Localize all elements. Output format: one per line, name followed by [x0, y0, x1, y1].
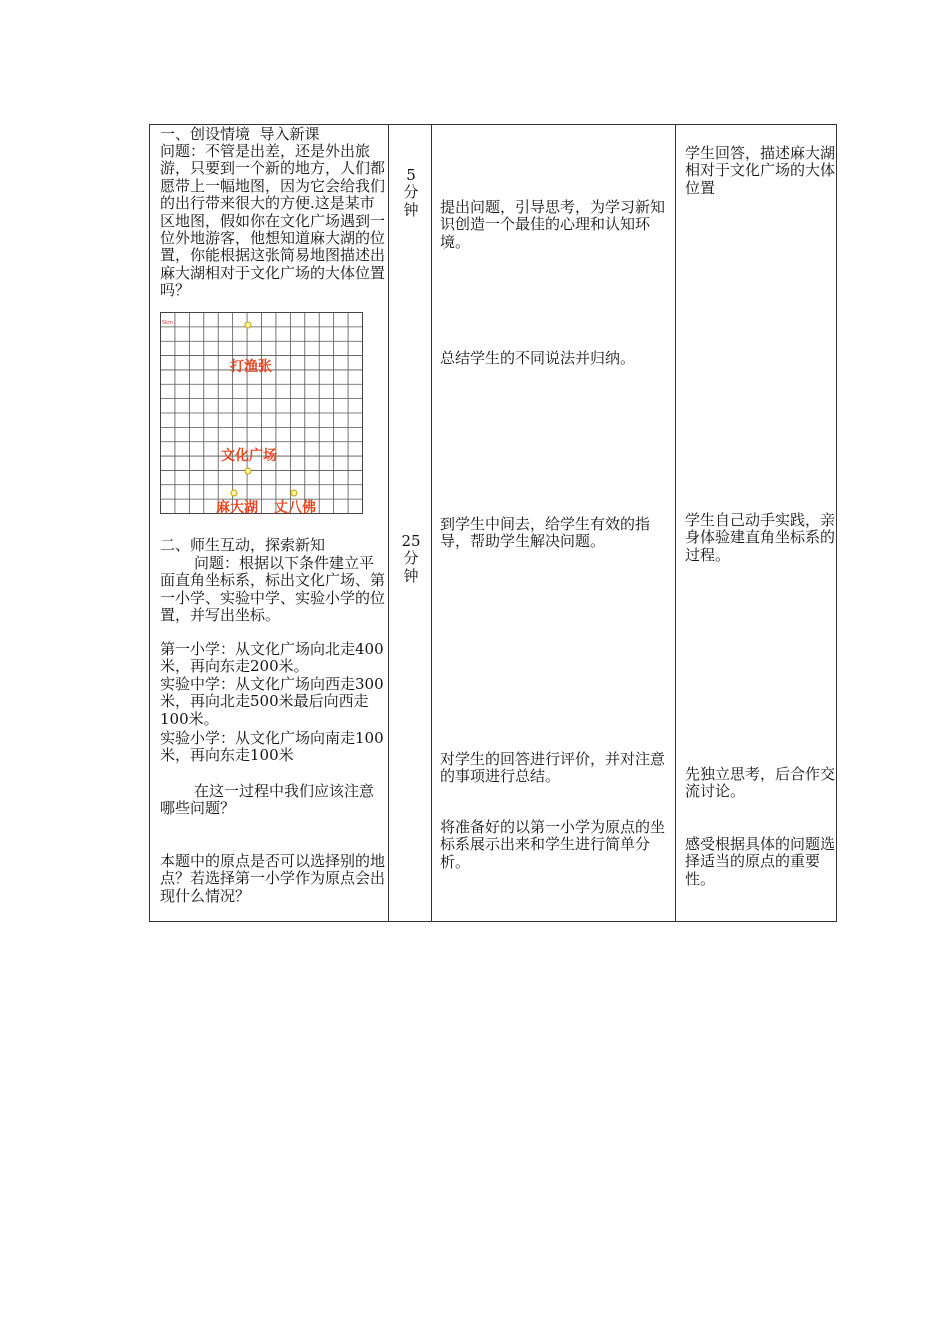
map-label-bottom-right: 丈八佛	[274, 500, 316, 515]
condition-middle-school: 实验中学：从文化广场向西走300米，再向北走500米最后向西走100米。	[160, 675, 384, 728]
teacher-activity-2: 总结学生的不同说法并归纳。	[440, 349, 636, 367]
condition-first-school: 第一小学：从文化广场向北走400米，再向东走200米。	[160, 640, 384, 676]
map-point-center	[245, 468, 251, 474]
student-activity-3: 先独立思考，后合作交流讨论。	[685, 765, 836, 801]
map-point-bottom-left	[231, 490, 237, 496]
lesson-table	[149, 124, 837, 922]
map-point-bottom-right	[291, 490, 297, 496]
teacher-activity-1: 提出问题，引导思考，为学习新知识创造一个最佳的心理和认知环境。	[440, 198, 666, 251]
map-scale-label: 5km	[162, 320, 173, 326]
column-divider	[388, 125, 389, 921]
coordinate-question: 问题：根据以下条件建立平面直角坐标系，标出文化广场、第一小学、实验中学、实验小学的位置，并写出坐标。	[160, 554, 386, 625]
column-divider	[431, 125, 432, 921]
simple-city-map	[160, 312, 364, 515]
time-row-2: 25 分 钟	[401, 532, 421, 585]
attention-question: 在这一过程中我们应该注意哪些问题？	[160, 782, 375, 818]
map-label-center: 文化广场	[221, 448, 277, 464]
teacher-activity-4: 对学生的回答进行评价，并对注意的事项进行总结。	[440, 750, 666, 786]
student-activity-4: 感受根据具体的问题选择适当的原点的重要性。	[685, 835, 836, 888]
time-row-1: 5 分 钟	[403, 166, 419, 219]
map-label-top: 打渔张	[230, 359, 272, 375]
student-activity-2: 学生自己动手实践，亲身体验建直角坐标系的过程。	[685, 511, 836, 564]
map-point-top	[245, 322, 251, 328]
map-label-bottom-left: 麻大湖	[216, 500, 258, 515]
column-divider	[675, 125, 676, 921]
teacher-activity-3: 到学生中间去，给学生有效的指导，帮助学生解决问题。	[440, 515, 651, 551]
section-2-heading: 二、师生互动，探索新知	[160, 536, 326, 554]
intro-question: 问题：不管是出差，还是外出旅游，只要到一个新的地方，人们都愿带上一幅地图，因为它会给我们的出行带来很大的方便.这是某市区地图，假如你在文化广场遇到一位外地游客，他想知道麻大湖的位置，你能根据这张简易地图描述出麻大湖相对于文化广场的大体位置吗？	[160, 142, 386, 300]
condition-primary-school: 实验小学：从文化广场向南走100米，再向东走100米	[160, 729, 384, 765]
teacher-activity-5: 将准备好的以第一小学为原点的坐标系展示出来和学生进行简单分析。	[440, 818, 666, 871]
origin-question: 本题中的原点是否可以选择别的地点？若选择第一小学作为原点会出现什么情况？	[160, 852, 386, 905]
student-activity-1: 学生回答，描述麻大湖相对于文化广场的大体位置	[685, 144, 836, 197]
section-1-heading: 一、创设情境 导入新课	[160, 125, 320, 143]
